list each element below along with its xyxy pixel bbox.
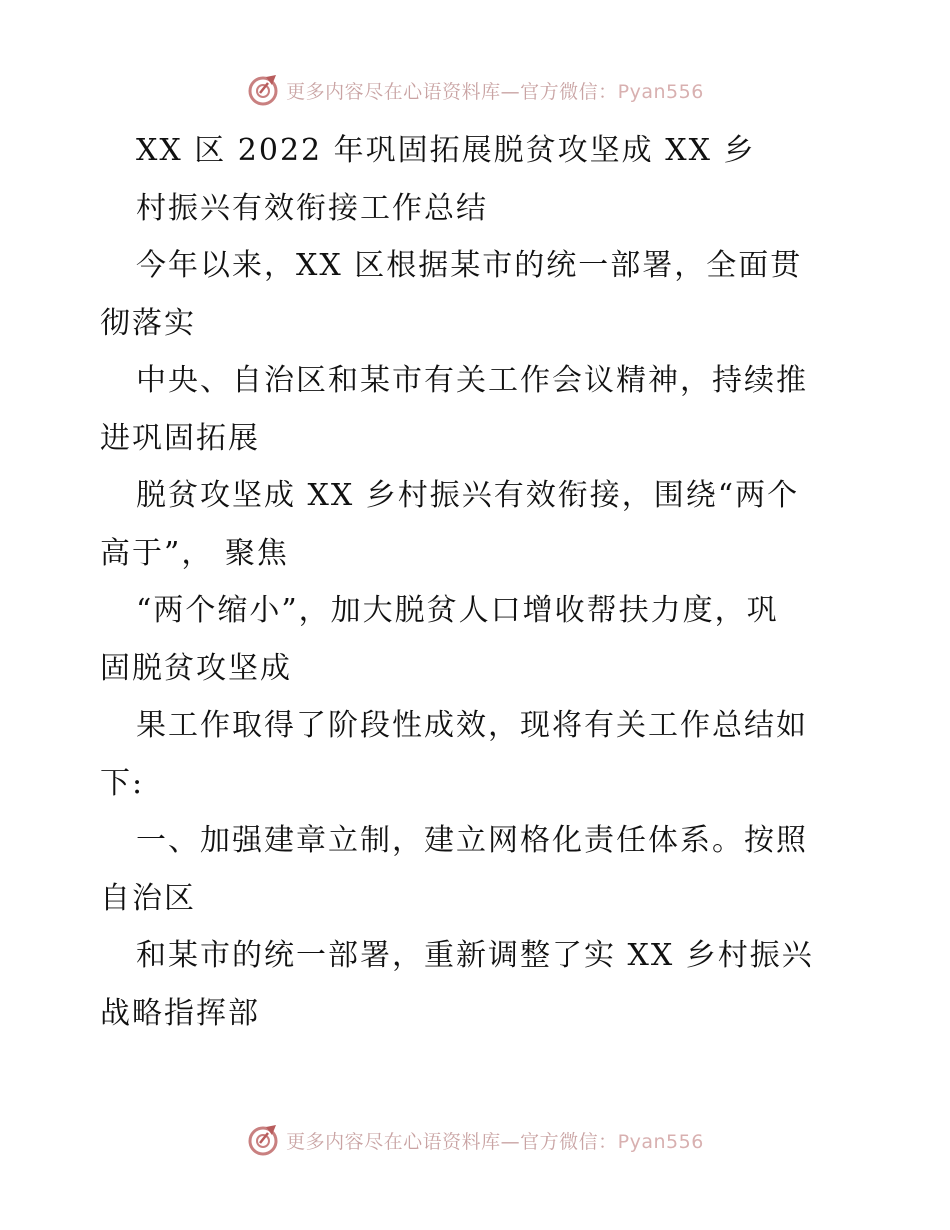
paragraph-line: 果工作取得了阶段性成效，现将有关工作总结如: [136, 708, 808, 743]
pen-logo-icon: [246, 73, 280, 107]
watermark-account: Pyan556: [617, 80, 704, 103]
paragraph-line: 村振兴有效衔接工作总结: [136, 190, 488, 226]
watermark-label: 更多内容尽在心语资料库—官方微信：: [286, 80, 618, 103]
paragraph-line: 和某市的统一部署，重新调整了实 XX 乡村振兴: [136, 938, 814, 973]
document-body: [100, 122, 860, 1042]
header-watermark: [0, 70, 950, 110]
pen-logo-icon: [246, 1123, 280, 1157]
paragraph-line: 彻落实: [100, 305, 196, 341]
paragraph-line: XX 区 2022 年巩固拓展脱贫攻坚成 XX 乡: [136, 133, 756, 168]
paragraph-line: 高于”， 聚焦: [100, 535, 289, 571]
paragraph-line: 一、加强建章立制，建立网格化责任体系。按照: [136, 823, 808, 858]
paragraph-line: “两个缩小”，加大脱贫人口增收帮扶力度，巩: [136, 593, 779, 628]
paragraph-line: 下:: [100, 765, 145, 801]
paragraph-line: 脱贫攻坚成 XX 乡村振兴有效衔接，围绕“两个: [136, 478, 800, 513]
paragraph-line: 自治区: [100, 880, 196, 916]
watermark-account: Pyan556: [617, 1130, 704, 1153]
paragraph-line: 进巩固拓展: [100, 420, 260, 456]
watermark-label: 更多内容尽在心语资料库—官方微信：: [286, 1130, 618, 1153]
watermark-text: [286, 77, 704, 104]
paragraph-line: 固脱贫攻坚成: [100, 650, 292, 686]
paragraph-line: 战略指挥部: [100, 995, 260, 1031]
paragraph-line: 中央、自治区和某市有关工作会议精神，持续推: [136, 363, 808, 398]
watermark-text: [286, 1127, 704, 1154]
paragraph-line: 今年以来，XX 区根据某市的统一部署，全面贯: [136, 248, 803, 283]
footer-watermark: [0, 1120, 950, 1160]
